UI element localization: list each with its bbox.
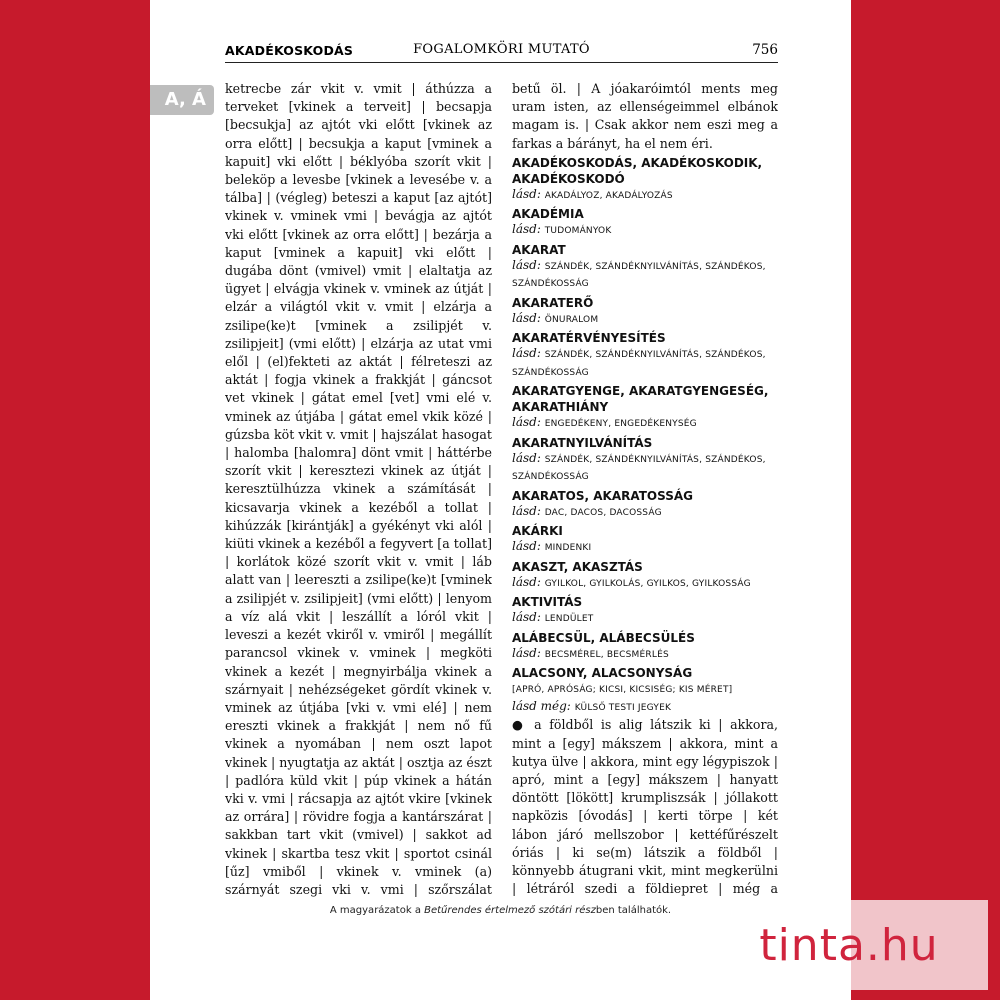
- dictionary-entry: [512, 559, 778, 593]
- entry-see-reference: lásd: TUDOMÁNYOK: [512, 222, 612, 237]
- text-column-right: [512, 80, 778, 900]
- entry-headword: ALÁBECSÜL, ALÁBECSÜLÉS: [512, 630, 695, 645]
- entry-headword: AKADÉKOSKODÁS, AKADÉKOSKODIK, AKADÉKOSKODÓ: [512, 155, 763, 186]
- entry-headword: AKARATOS, AKARATOSSÁG: [512, 488, 693, 503]
- dictionary-entry: [512, 330, 778, 381]
- entry-headword: ALACSONY, ALACSONYSÁG: [512, 666, 693, 681]
- thumb-index-tab: A, Á: [150, 85, 214, 115]
- header-headword: AKADÉKOSKODÁS: [225, 43, 354, 58]
- right-red-band: [850, 0, 1000, 1000]
- entry-see-reference: lásd: SZÁNDÉK, SZÁNDÉKNYILVÁNÍTÁS, SZÁNDÉKOS, SZÁNDÉKOSSÁG: [512, 450, 766, 483]
- page-number: 756: [752, 42, 778, 58]
- entry-headword: AKARATERŐ: [512, 295, 594, 310]
- entry-examples: ● a földből is alig látszik ki | akkora, mint a [egy] mákszem | akkora, mint a kutya ülve | akkora, mint egy légypiszok | apró, mint a [egy] mákszem | hanyatt döntött [lökött] krumpliszsák | jóllakott napközis [óvodás] | kerti törpe | két lábon járó mellszobor | kettéfűrészelt óriás | ki se(m) látszik a földből | könnyebb átugrani vkit, mint megkerülni | létráról szedi a földiepret | még a: [512, 717, 778, 897]
- entry-headword: AKARATNYILVÁNÍTÁS: [512, 435, 653, 450]
- dictionary-entry: [512, 488, 778, 522]
- dictionary-entry: [512, 295, 778, 329]
- entry-see-reference: lásd: MINDENKI: [512, 539, 592, 554]
- dictionary-entry: [512, 242, 778, 293]
- text-column-left: [225, 80, 492, 900]
- page-footer-note: A magyarázatok a Betűrendes értelmező szótári részben találhatók.: [329, 905, 672, 916]
- column-left-paragraph: ketrecbe zár vkit v. vmit | áthúzza a terveket [vkinek a terveit] | becsapja [becsukja] az ajtót vki előtt [vkinek az orra előtt] | becsukja a kaput [vminek a kapuit] vki előtt | béklyóba szorít vkit | beleköp a levesbe [vkinek a levesébe v. a tálba] | (végleg) beteszi a kaput [az ajtót] vkinek v. vminek vmi | bevágja az ajtót vki előtt [vkinek az orra előtt] | bezárja a kaput [vminek a kapuit] vki előtt | dugába dönt (vmivel) vmit | elaltatja az ügyet | elvágja vkinek v. vminek az útját | elzár a világtól vkit v. vmit | elzárja a zsilipe(ke)t [vminek a zsilipjét v. zsilipjeit] (vmi előtt) | elzárja az utat vmi elől | (el)fekteti az aktát | félreteszi az aktát | fogja vkinek a frakkját | gáncsot vet vkinek | gátat emel [vet] vmi elé v. vminek az útjába | gátat emel vkik közé | gúzsba köt vkit v. vmit | hajszálat hasogat | halomba [halomra] dönt vmit | háttérbe szorít vkit | keresztezi vkinek az útját | keresztülhúzza vkinek a számítását | kicsavarja vkinek a kezéből a tollat | kihúzzák [kirántják] a gyékényt vki alól | kiüti vkinek a kezéből a fegyvert [a tollat] | korlátok közé szorít vkit v. vmit | láb alatt van | leereszti a zsilipe(ke)t [vminek a zsilipjét v. zsilipjeit] (vmi előtt) | lenyom a víz alá vkit | leszállít a lóról vkit | leveszi a kezét vkiről v. vmiről | megállít parancsol vkinek v. vminek | megköti vkinek a kezét | megnyirbálja vkinek a szárnyait | nehézségeket gördít vkinek v. vminek az útjába [vki v. vmi elé] | nem ereszti vkinek a frakkját | nem nő fű vkinek a nyomában | nem oszt lapot vkinek | nyugtatja az aktát | osztja az észt | padlóra küld vkit | púp vkinek a hátán vki v. vmi | rácsapja az ajtót vkire [vkinek az orrára] | rövidre fogja a kantárszárat | sakkban tart vkit (vmivel) | sakkot ad vkinek | skartba tesz vkit | sportot csinál [űz] vmiből | vkinek v. vminek (a) szárnyát szegi vki v. vmi | szőrszálat: [225, 81, 492, 897]
- dictionary-entry: [512, 206, 778, 240]
- entry-see-reference: lásd: AKADÁLYOZ, AKADÁLYOZÁS: [512, 186, 673, 201]
- entry-headword: AKARATGYENGE, AKARATGYENGESÉG, AKARATHIÁNY: [512, 384, 769, 415]
- dictionary-entry: [512, 523, 778, 557]
- header-section-title: FOGALOMKÖRI MUTATÓ: [413, 42, 590, 57]
- entry-see-also: lásd még: KÜLSŐ TESTI JEGYEK: [512, 698, 672, 713]
- entry-see-reference: lásd: LENDÜLET: [512, 610, 594, 625]
- left-red-band: [0, 0, 150, 1000]
- dictionary-entry: [512, 155, 778, 205]
- entry-see-reference: lásd: BECSMÉREL, BECSMÉRLÉS: [512, 645, 669, 660]
- dictionary-entry: [512, 435, 778, 486]
- entry-see-reference: lásd: DAC, DACOS, DACOSSÁG: [512, 503, 662, 518]
- dictionary-entry: [512, 630, 778, 664]
- entry-see-reference: lásd: GYILKOL, GYILKOLÁS, GYILKOS, GYILKOSSÁG: [512, 574, 751, 589]
- entry-headword: AKADÉMIA: [512, 207, 584, 222]
- entry-bracket-refs: [APRÓ, APRÓSÁG; KICSI, KICSISÉG; KIS MÉRET]: [512, 685, 733, 696]
- entry-headword: AKASZT, AKASZTÁS: [512, 559, 643, 574]
- column-right-intro: betű öl. | A jóakaróimtól ments meg uram isten, az ellenségeimmel elbánok magam is. | Csak akkor nem eszi meg a farkas a bárányt, ha el nem éri.: [512, 81, 778, 151]
- dictionary-entry: [512, 594, 778, 628]
- running-header: [225, 42, 778, 63]
- dictionary-entry: [512, 665, 778, 900]
- entry-headword: AKÁRKI: [512, 524, 563, 539]
- entry-see-reference: lásd: ENGEDÉKENY, ENGEDÉKENYSÉG: [512, 415, 697, 430]
- entry-headword: AKARAT: [512, 242, 566, 257]
- entry-headword: AKARATÉRVÉNYESÍTÉS: [512, 331, 666, 346]
- entry-see-reference: lásd: ÖNURALOM: [512, 310, 599, 325]
- entry-see-reference: lásd: SZÁNDÉK, SZÁNDÉKNYILVÁNÍTÁS, SZÁNDÉKOS, SZÁNDÉKOSSÁG: [512, 257, 766, 290]
- entry-list: [512, 155, 778, 664]
- entry-headword: AKTIVITÁS: [512, 595, 583, 610]
- dictionary-entry: [512, 383, 778, 433]
- entry-see-reference: lásd: SZÁNDÉK, SZÁNDÉKNYILVÁNÍTÁS, SZÁNDÉKOS, SZÁNDÉKOSSÁG: [512, 346, 766, 378]
- tinta-logo-watermark: tinta.hu: [710, 900, 988, 990]
